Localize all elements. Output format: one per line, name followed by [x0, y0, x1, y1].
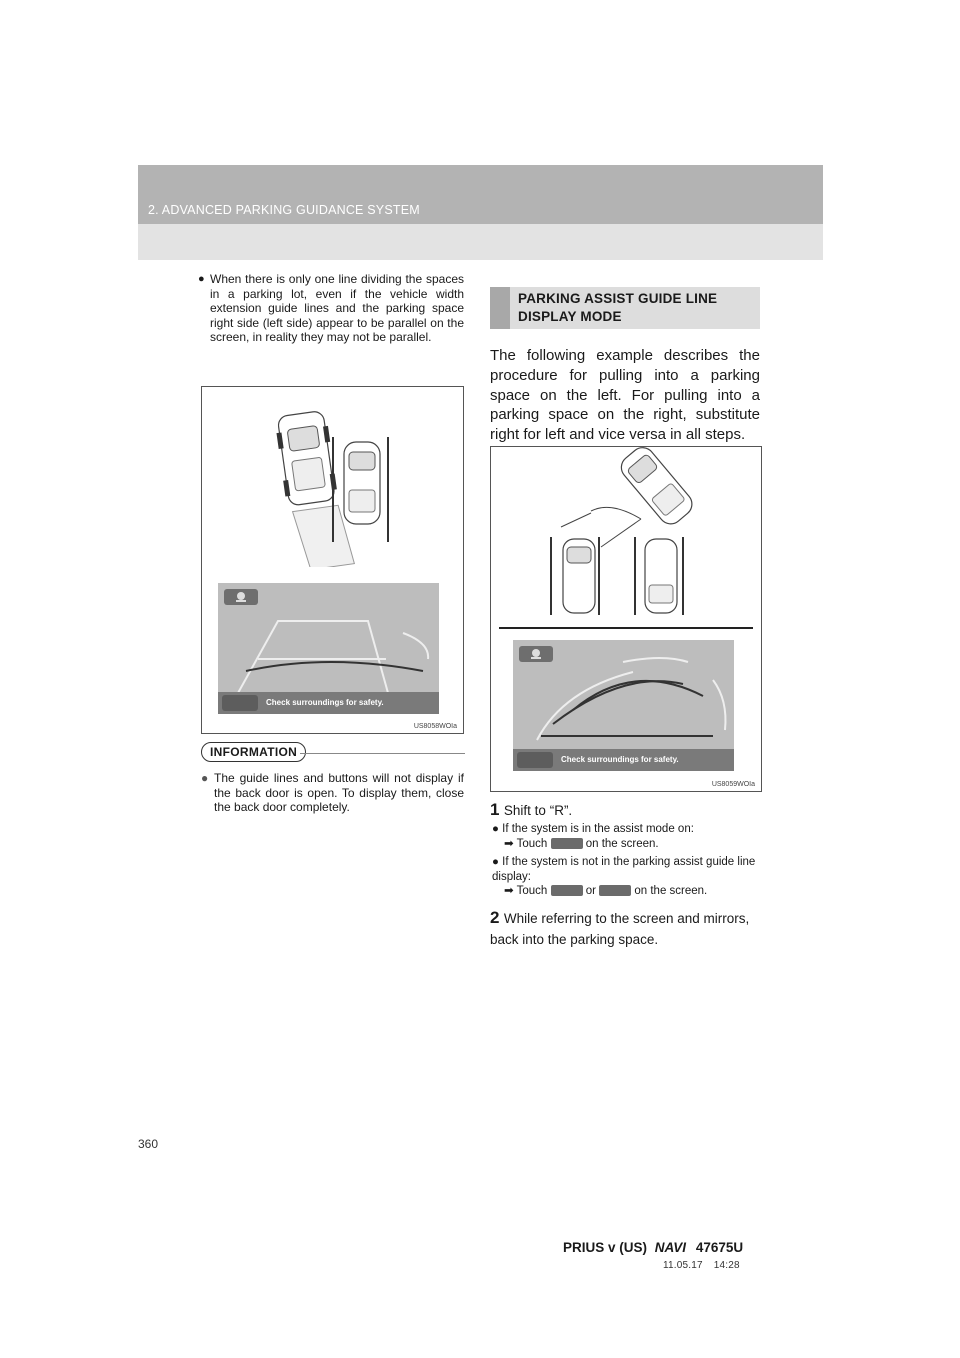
action-pre-2: Touch	[516, 885, 548, 897]
figure-code: US8058WOIa	[413, 723, 457, 730]
intro-paragraph: The following example describes the procedure for pulling into a parking space on the left. For pulling into a parking space on the right, substitute right for left and vice versa in all steps.	[490, 347, 760, 444]
step-1-sub-2	[492, 855, 762, 899]
step-1-sub-1	[492, 822, 762, 851]
figure-parking-diagram-1	[201, 386, 464, 734]
sub-bullet-text: If the system is in the assist mode on:	[502, 823, 694, 835]
section-heading-bar	[490, 287, 510, 329]
header-subband	[138, 224, 823, 260]
section-breadcrumb: 2. ADVANCED PARKING GUIDANCE SYSTEM	[148, 203, 420, 217]
step-2-text: While referring to the screen and mirrors, back into the parking space.	[490, 911, 750, 947]
footer-timestamp	[663, 1260, 740, 1271]
step-1-text: Shift to “R”.	[503, 803, 573, 818]
footer-date: 11.05.17	[663, 1260, 703, 1271]
bullet-dot-icon: ●	[198, 273, 205, 285]
bullet-paragraph	[198, 272, 464, 345]
guide-line-toggle-button-2[interactable]	[517, 752, 553, 768]
parking-top-view-illustration	[202, 387, 463, 567]
page-number: 360	[138, 1137, 159, 1151]
assist-button-icon	[551, 838, 583, 849]
navi-label: NAVI	[654, 1240, 687, 1255]
action-post-2: on the screen.	[634, 885, 708, 897]
footer-time: 14:28	[713, 1260, 740, 1271]
step-2-number: 2	[490, 908, 500, 927]
safety-message-bar	[218, 692, 439, 714]
sub-bullet-text-2: If the system is not in the parking assist guide line display:	[492, 856, 756, 883]
figure-parking-diagram-2	[490, 446, 762, 792]
action-pre: Touch	[516, 837, 548, 850]
camera-screen-2	[513, 640, 734, 771]
section-heading	[518, 290, 753, 326]
safety-message-bar-2	[513, 749, 734, 771]
arrow-icon-2: ➡	[504, 885, 514, 897]
section-heading-text: PARKING ASSIST GUIDE LINE DISPLAY MODE	[518, 291, 718, 324]
figure-code-2: US8059WOIa	[711, 781, 755, 788]
bar-button-icon	[599, 885, 631, 896]
step-2	[490, 907, 762, 950]
safety-message-2: Check surroundings for safety.	[561, 755, 679, 764]
bullet-text: When there is only one line dividing the spaces in a parking lot, even if the vehicle width extension guide lines and the parking space right side (left side) appear to be parallel on the screen, in reality they may not be parallel.	[210, 272, 464, 345]
sub-bullet-icon: ●	[492, 823, 499, 835]
safety-message: Check surroundings for safety.	[266, 698, 384, 707]
action-post: on the screen.	[585, 837, 659, 850]
doc-code: 47675U	[695, 1240, 744, 1255]
guide-line-toggle-button[interactable]	[222, 695, 258, 711]
information-rule	[300, 753, 465, 754]
information-label: INFORMATION	[201, 742, 306, 762]
information-text: The guide lines and buttons will not display if the back door is open. To display them, close the back door completely.	[214, 771, 464, 815]
action-mid-2: or	[585, 885, 596, 897]
guide-line-button-icon	[551, 885, 583, 896]
footer-model	[563, 1240, 743, 1255]
step-1	[490, 800, 762, 820]
step-1-number: 1	[490, 800, 500, 819]
model-name: PRIUS v (US)	[563, 1240, 648, 1255]
information-bullet-icon: ●	[201, 771, 209, 785]
parking-top-view-illustration-2	[491, 447, 761, 629]
sub-bullet-icon-2: ●	[492, 856, 499, 868]
camera-screen-1	[218, 583, 439, 714]
arrow-icon: ➡	[504, 837, 514, 850]
